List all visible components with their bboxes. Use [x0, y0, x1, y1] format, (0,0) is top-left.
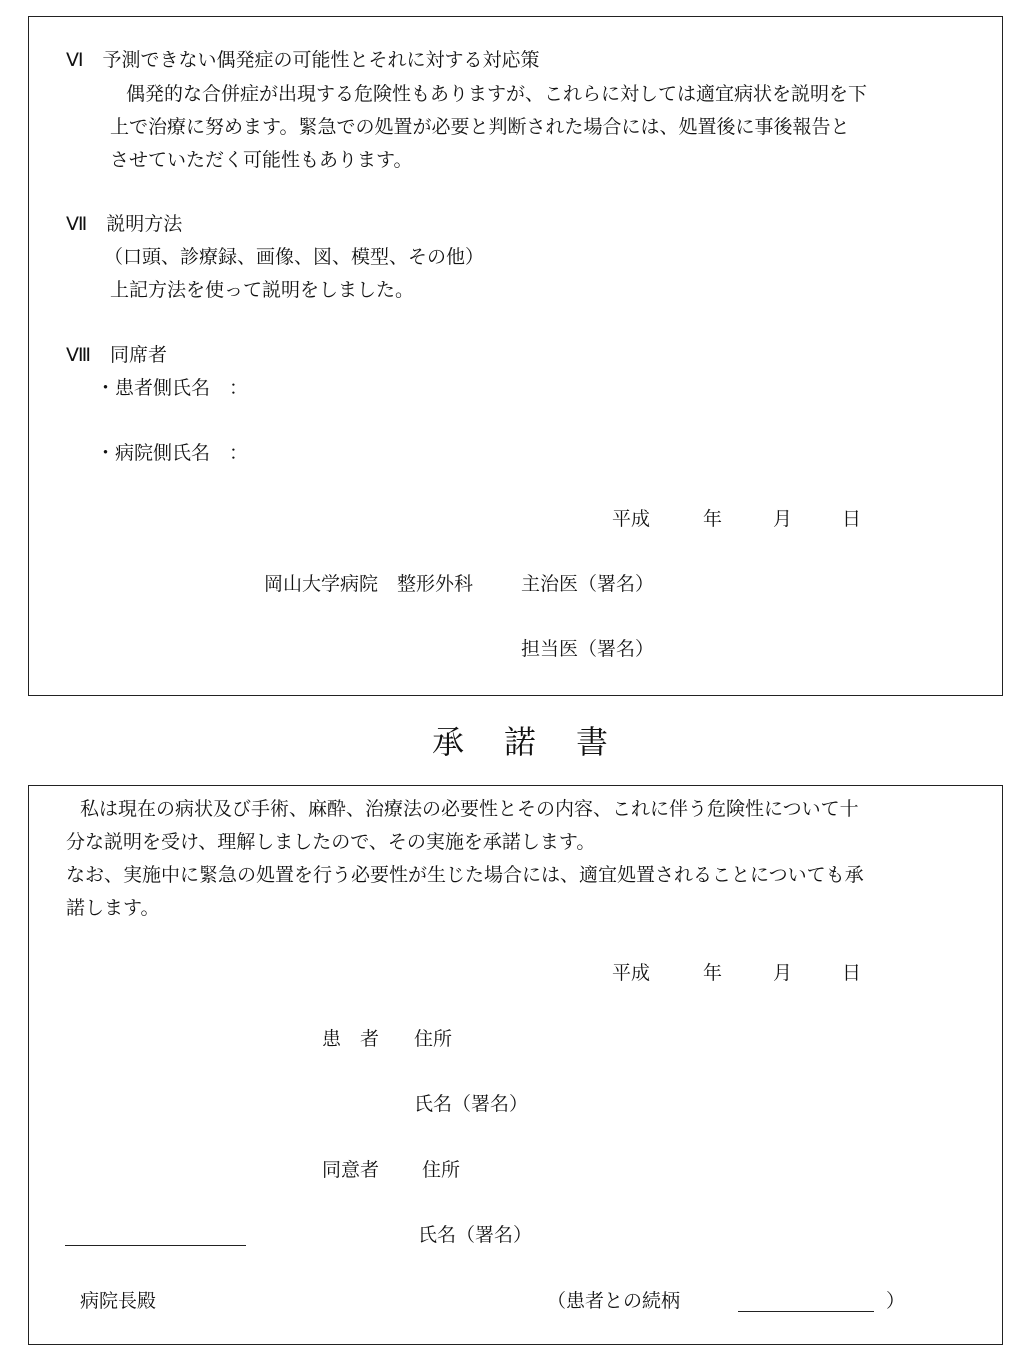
section7-methods: （口頭、診療録、画像、図、模型、その他） [104, 246, 485, 268]
patient-side-attendee-label: ・患者側氏名 ： [96, 377, 249, 399]
date-month: 月 [773, 508, 793, 530]
consent-line-2: 分な説明を受け、理解しましたので、その実施を承諾します。 [66, 831, 596, 853]
consent-line-1: 私は現在の病状及び手術、麻酔、治療法の必要性とその内容、これに伴う危険性について十 [80, 798, 859, 820]
consent-date-month: 月 [773, 962, 793, 984]
hospital-side-attendee-label: ・病院側氏名 ： [96, 442, 249, 464]
chief-doctor-signature-label: 主治医（署名） [521, 573, 655, 595]
section7-statement: 上記方法を使って説明をしました。 [110, 279, 415, 301]
date-year: 年 [703, 508, 723, 530]
section7-heading: Ⅶ 説明方法 [66, 213, 183, 235]
section8-heading: Ⅷ 同席者 [66, 344, 168, 366]
patient-label: 患 者 [322, 1028, 380, 1050]
consent-title: 承 諾 書 [432, 723, 613, 761]
assistant-doctor-signature-label: 担当医（署名） [521, 638, 655, 660]
consent-date-year: 年 [703, 962, 723, 984]
consent-line-3: なお、実施中に緊急の処置を行う必要性が生じた場合には、適宜処置されることについても承 [66, 864, 864, 886]
section6-line-1: 偶発的な合併症が出現する危険性もありますが、これらに対しては適宜病状を説明を下 [126, 83, 868, 105]
consenter-address-label: 住所 [422, 1159, 461, 1181]
patient-address-label: 住所 [414, 1028, 453, 1050]
date-era: 平成 [612, 508, 651, 530]
relationship-blank [738, 1311, 874, 1312]
relationship-label: （患者との続柄 [547, 1290, 681, 1312]
consent-date-era: 平成 [612, 962, 651, 984]
section6-heading: Ⅵ 予測できない偶発症の可能性とそれに対する対応策 [66, 49, 540, 71]
consenter-name-signature-label: 氏名（署名） [418, 1224, 533, 1246]
relationship-close-paren: ） [886, 1290, 906, 1312]
addressee-hospital-director: 病院長殿 [80, 1290, 157, 1312]
consent-date-day: 日 [842, 962, 862, 984]
hospital-director-name-blank [65, 1245, 246, 1246]
patient-name-signature-label: 氏名（署名） [414, 1093, 529, 1115]
date-day: 日 [842, 508, 862, 530]
section6-line-2: 上で治療に努めます。緊急での処置が必要と判断された場合には、処置後に事後報告と [110, 116, 850, 138]
hospital-department: 岡山大学病院 整形外科 [264, 573, 474, 595]
section6-line-3: させていただく可能性もあります。 [110, 149, 413, 171]
consent-line-4: 諾します。 [66, 897, 160, 919]
consenter-label: 同意者 [322, 1159, 380, 1181]
